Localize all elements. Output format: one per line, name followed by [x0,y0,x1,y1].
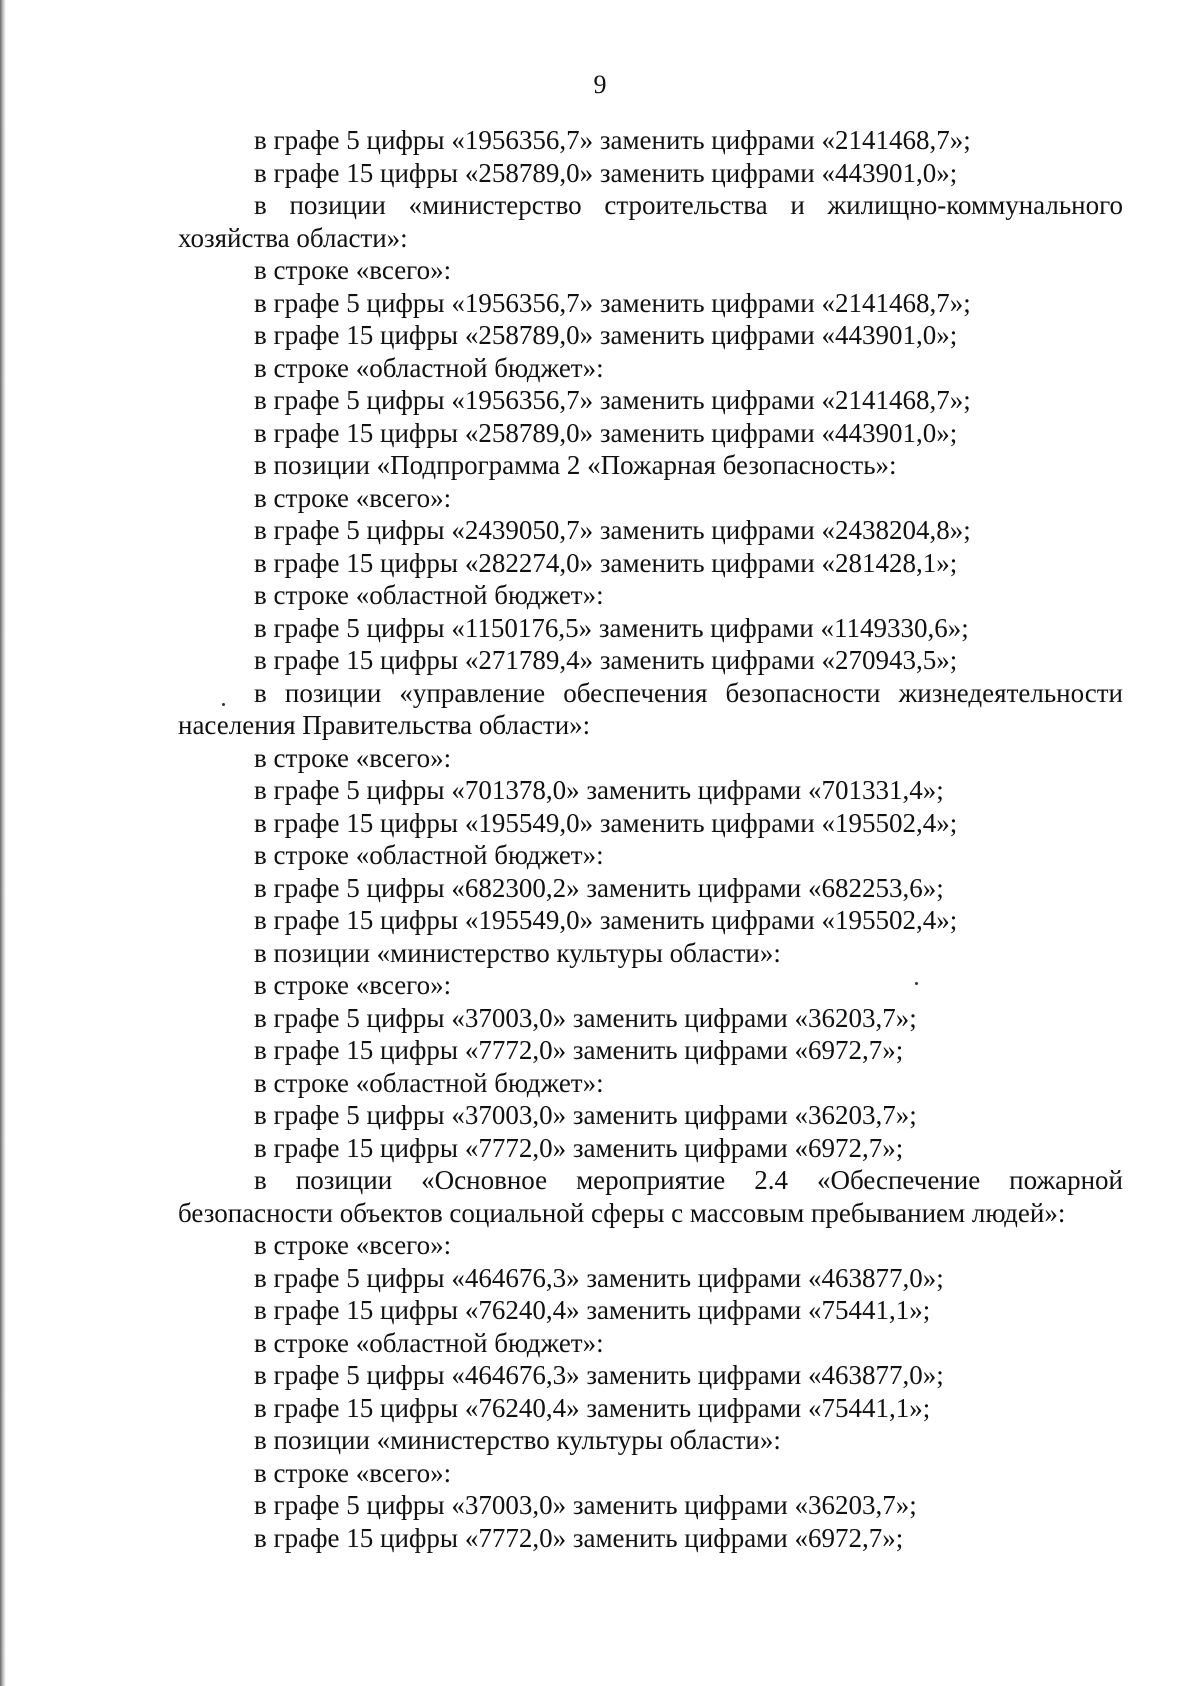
text-line: в строке «областной бюджет»: [254,580,604,610]
text-line: в графе 5 цифры «682300,2» заменить цифрами «682253,6»; [254,872,944,903]
text-line: в графе 5 цифры «1150176,5» заменить цифрами «1149330,6»; [254,612,969,643]
document-body [178,124,1123,1554]
text-line: в графе 15 цифры «7772,0» заменить цифрами «6972,7»; [254,1522,904,1553]
text-line: в позиции «Основное мероприятие 2.4 «Обеспечение пожарной безопасности объектов социальной сферы с массовым пребыванием людей»: [178,1165,1123,1228]
text-line: в графе 15 цифры «76240,4» заменить цифрами «75441,1»; [254,1392,931,1423]
text-line: в позиции «Подпрограмма 2 «Пожарная безопасность»: [254,450,897,480]
text-line: в строке «всего»: [254,970,452,1000]
text-line: в графе 5 цифры «2439050,7» заменить цифрами «2438204,8»; [254,515,971,545]
text-line: в графе 15 цифры «258789,0» заменить цифрами «443901,0»; [254,157,958,188]
text-line: в строке «всего»: [254,1230,452,1260]
text-line: в графе 5 цифры «37003,0» заменить цифрами «36203,7»; [254,1100,917,1130]
page-number: 9 [593,70,607,99]
text-line: в строке «областной бюджет»: [254,1067,604,1098]
text-line: в позиции «управление обеспечения безопасности жизнедеятельности населения Правительства области»: [178,677,1123,740]
text-line: в графе 15 цифры «271789,4» заменить цифрами «270943,5»; [254,645,958,675]
text-line: в графе 5 цифры «1956356,7» заменить цифрами «2141468,7»; [254,287,971,318]
text-line: в строке «областной бюджет»: [254,840,604,870]
text-line: в графе 15 цифры «282274,0» заменить цифрами «281428,1»; [254,547,958,578]
text-line: в графе 15 цифры «7772,0» заменить цифрами «6972,7»; [254,1132,904,1163]
text-line: в строке «областной бюджет»: [254,352,604,383]
scan-speck [222,703,225,706]
text-line: в графе 5 цифры «701378,0» заменить цифрами «701331,4»; [254,775,944,805]
scan-edge [0,0,6,1686]
text-line: в графе 15 цифры «258789,0» заменить цифрами «443901,0»; [254,320,958,350]
text-line: в графе 5 цифры «37003,0» заменить цифрами «36203,7»; [254,1002,917,1033]
text-line: в строке «всего»: [254,482,452,513]
text-line: в графе 15 цифры «195549,0» заменить цифрами «195502,4»; [254,905,958,935]
text-line: в графе 15 цифры «195549,0» заменить цифрами «195502,4»; [254,807,958,838]
text-line: в позиции «министерство строительства и жилищно-коммунального хозяйства области»: [178,190,1123,253]
text-line: в графе 5 цифры «1956356,7» заменить цифрами «2141468,7»; [254,385,971,415]
text-line: в графе 5 цифры «464676,3» заменить цифрами «463877,0»; [254,1360,944,1390]
text-line: в графе 5 цифры «37003,0» заменить цифрами «36203,7»; [254,1490,917,1520]
text-line: в строке «областной бюджет»: [254,1327,604,1358]
text-line: в позиции «министерство культуры области»: [254,937,781,968]
text-line: в строке «всего»: [254,1457,452,1488]
text-line: в строке «всего»: [254,742,452,773]
scan-speck [915,982,918,985]
text-line: в графе 5 цифры «464676,3» заменить цифрами «463877,0»; [254,1262,944,1293]
text-line: в графе 5 цифры «1956356,7» заменить цифрами «2141468,7»; [254,125,971,155]
text-line: в графе 15 цифры «258789,0» заменить цифрами «443901,0»; [254,417,958,448]
text-line: в строке «всего»: [254,255,452,285]
text-line: в графе 15 цифры «76240,4» заменить цифрами «75441,1»; [254,1295,931,1325]
text-line: в графе 15 цифры «7772,0» заменить цифрами «6972,7»; [254,1035,904,1065]
text-line: в позиции «министерство культуры области»: [254,1425,781,1455]
